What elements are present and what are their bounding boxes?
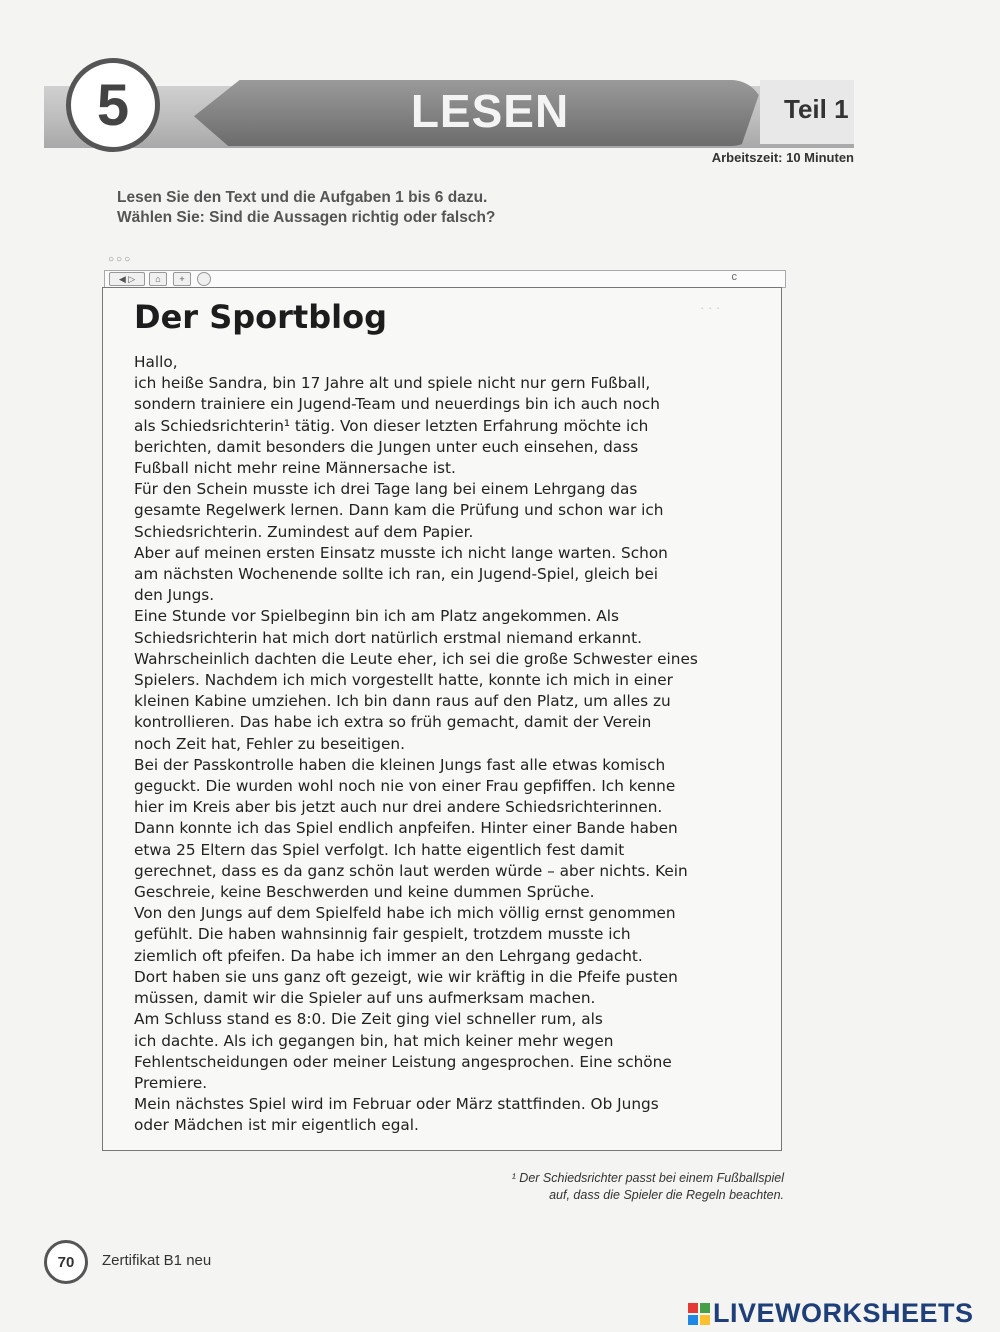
back-forward-buttons — [109, 272, 145, 286]
blog-line: Aber auf meinen ersten Einsatz musste ich nicht lange warten. Schon — [134, 543, 668, 562]
blog-line: Schiedsrichterin. Zumindest auf dem Papier. — [134, 522, 474, 541]
blog-line: gerechnet, dass es da ganz schön laut werden würde – aber nichts. Kein — [134, 861, 688, 880]
liveworksheets-text: LIVEWORKSHEETS — [713, 1298, 974, 1328]
blog-line: gesamte Regelwerk lernen. Dann kam die Prüfung und schon war ich — [134, 501, 664, 520]
window-controls: ○○○ — [108, 254, 133, 265]
page-number: 70 — [44, 1240, 88, 1284]
blog-line: Wahrscheinlich dachten die Leute eher, ich sei die große Schwester eines — [134, 649, 698, 668]
blog-line: ich dachte. Als ich gegangen bin, hat mich keiner mehr wegen — [134, 1031, 614, 1050]
add-tab-icon: + — [173, 272, 191, 286]
blog-line: müssen, damit wir die Spieler auf uns aufmerksam machen. — [134, 989, 596, 1008]
blog-line: oder Mädchen ist mir eigentlich egal. — [134, 1116, 419, 1135]
instructions — [117, 188, 495, 228]
blog-line: Am Schluss stand es 8:0. Die Zeit ging viel schneller rum, als — [134, 1010, 603, 1029]
blog-line: als Schiedsrichterin¹ tätig. Von dieser letzten Erfahrung möchte ich — [134, 416, 649, 435]
blog-line: ich heiße Sandra, bin 17 Jahre alt und spiele nicht nur gern Fußball, — [134, 374, 651, 393]
home-icon: ⌂ — [149, 272, 167, 286]
blog-line: sondern trainiere ein Jugend-Team und neuerdings bin ich auch noch — [134, 395, 660, 414]
blog-line: Fehlentscheidungen oder meiner Leistung angesprochen. Eine schöne — [134, 1052, 672, 1071]
blog-line: Spielers. Nachdem ich mich vorgestellt hatte, konnte ich mich in einer — [134, 671, 673, 690]
blog-line: Fußball nicht mehr reine Männersache ist. — [134, 459, 456, 478]
blog-line: gefühlt. Die haben wahnsinnig fair gespielt, trotzdem musste ich — [134, 925, 631, 944]
blog-line: den Jungs. — [134, 586, 215, 605]
bleed-through: · · · — [700, 300, 721, 315]
working-time: Arbeitszeit: 10 Minuten — [711, 150, 854, 165]
browser-toolbar — [104, 270, 786, 288]
blog-line: Schiedsrichterin hat mich dort natürlich erstmal niemand erkannt. — [134, 628, 642, 647]
chapter-number: 5 — [66, 58, 160, 152]
book-title: Zertifikat B1 neu — [102, 1252, 212, 1269]
blog-title: Der Sportblog — [134, 298, 387, 336]
section-title: LESEN — [410, 85, 570, 137]
blog-line: Dann konnte ich das Spiel endlich anpfeifen. Hinter einer Bande haben — [134, 819, 678, 838]
liveworksheets-mark-icon — [688, 1303, 710, 1325]
footnote-line: ¹ Der Schiedsrichter passt bei einem Fußballspiel — [511, 1171, 784, 1185]
blog-line: Hallo, — [134, 353, 178, 371]
blog-line: noch Zeit hat, Fehler zu beseitigen. — [134, 734, 405, 753]
blog-line: kontrollieren. Das habe ich extra so früh gemacht, damit der Verein — [134, 713, 652, 732]
blog-line: Geschreie, keine Beschwerden und keine dummen Sprüche. — [134, 883, 595, 902]
blog-line: am nächsten Wochenende sollte ich ran, ein Jugend-Spiel, gleich bei — [134, 565, 659, 584]
footnote — [512, 1170, 784, 1204]
blog-line: berichten, damit besonders die Jungen unter euch einsehen, dass — [134, 437, 639, 456]
instruction-line: Lesen Sie den Text und die Aufgaben 1 bis 6 dazu. — [117, 189, 488, 206]
blog-line: Für den Schein musste ich drei Tage lang bei einem Lehrgang das — [134, 480, 638, 499]
blog-line: Premiere. — [134, 1073, 208, 1092]
forward-icon: ▷ — [128, 274, 136, 284]
blog-line: etwa 25 Eltern das Spiel verfolgt. Ich hatte eigentlich fest damit — [134, 840, 625, 859]
blog-line: Mein nächstes Spiel wird im Februar oder März stattfinden. Ob Jungs — [134, 1095, 659, 1114]
reload-icon: c — [731, 271, 737, 283]
blog-line: Dort haben sie uns ganz oft gezeigt, wie wir kräftig in die Pfeife pusten — [134, 967, 678, 986]
blog-text — [134, 352, 734, 1137]
globe-icon — [197, 272, 211, 286]
blog-line: geguckt. Die wurden wohl noch nie von einer Frau gepfiffen. Ich kenne — [134, 777, 676, 796]
blog-line: kleinen Kabine umziehen. Ich bin dann raus auf den Platz, um alles zu — [134, 692, 671, 711]
liveworksheets-logo — [688, 1298, 974, 1329]
part-label: Teil 1 — [784, 94, 849, 124]
instruction-line: Wählen Sie: Sind die Aussagen richtig oder falsch? — [117, 209, 496, 226]
blog-line: Von den Jungs auf dem Spielfeld habe ich mich völlig ernst genommen — [134, 904, 676, 923]
blog-line: Eine Stunde vor Spielbeginn bin ich am Platz angekommen. Als — [134, 607, 619, 626]
footnote-line: auf, dass die Spieler die Regeln beachten. — [549, 1188, 784, 1202]
blog-line: Bei der Passkontrolle haben die kleinen Jungs fast alle etwas komisch — [134, 755, 666, 774]
back-icon: ◀ — [118, 274, 126, 284]
blog-line: ziemlich oft pfeifen. Da habe ich immer an den Lehrgang gedacht. — [134, 946, 643, 965]
blog-line: hier im Kreis aber bis jetzt auch nur drei andere Schiedsrichterinnen. — [134, 798, 663, 817]
